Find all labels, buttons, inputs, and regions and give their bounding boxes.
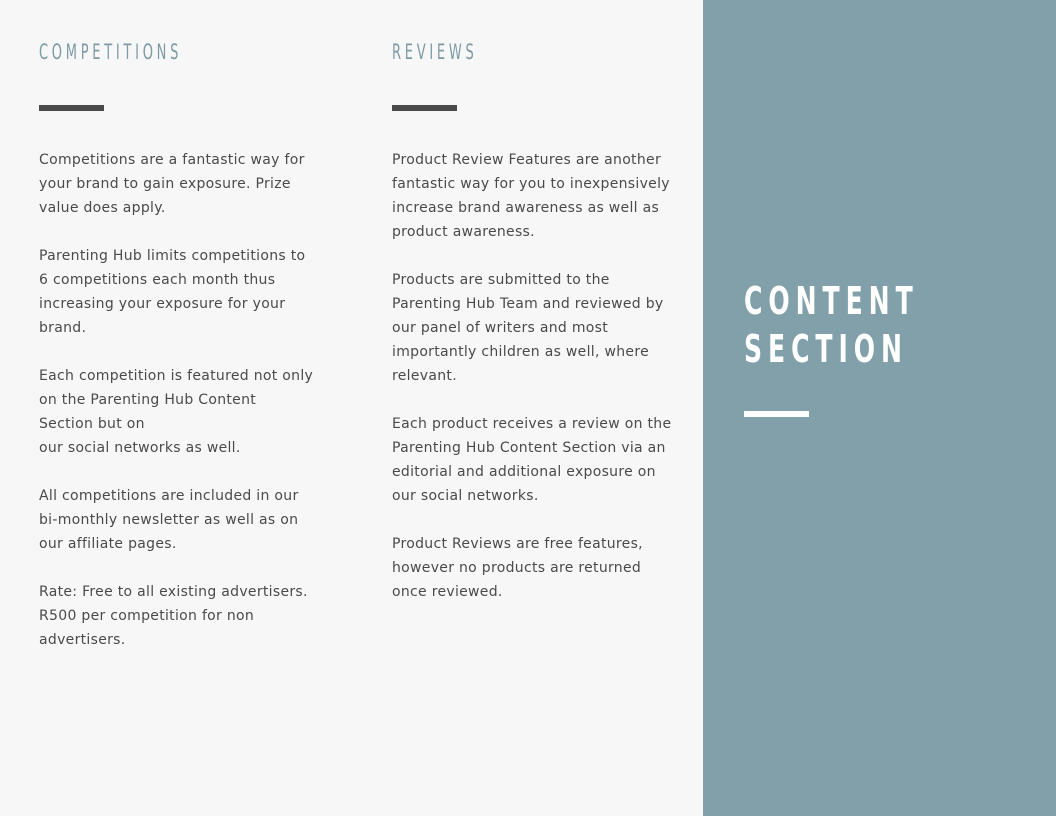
content-section-divider: [744, 411, 809, 417]
competitions-paragraph-2: Parenting Hub limits competitions to 6 competitions each month thus increasing your exposure for your brand.: [39, 248, 306, 336]
competitions-heading: COMPETITIONS: [39, 40, 183, 64]
reviews-body: [392, 148, 682, 628]
competitions-body: [39, 148, 329, 676]
competitions-paragraph-5: Rate: Free to all existing advertisers. R500 per competition for non advertisers.: [39, 584, 308, 648]
reviews-paragraph-4: Product Reviews are free features, however no products are returned once reviewed.: [392, 536, 643, 600]
reviews-column: [392, 38, 682, 600]
reviews-paragraph-2: Products are submitted to the Parenting Hub Team and reviewed by our panel of writers and most importantly children as well, where relevant.: [392, 272, 664, 384]
competitions-paragraph-4: All competitions are included in our bi-monthly newsletter as well as on our affiliate pages.: [39, 488, 299, 552]
content-section-title: [744, 277, 919, 373]
competitions-column: [39, 38, 329, 648]
reviews-paragraph-1: Product Review Features are another fantastic way for you to inexpensively increase brand awareness as well as product awareness.: [392, 152, 670, 240]
content-section-title-line1: CONTENT: [744, 279, 919, 323]
competitions-paragraph-1: Competitions are a fantastic way for your brand to gain exposure. Prize value does apply.: [39, 152, 305, 216]
competitions-divider: [39, 105, 104, 111]
reviews-divider: [392, 105, 457, 111]
competitions-paragraph-3: Each competition is featured not only on the Parenting Hub Content Section but on our social networks as well.: [39, 368, 314, 456]
reviews-paragraph-3: Each product receives a review on the Parenting Hub Content Section via an editorial and additional exposure on our social networks.: [392, 416, 672, 504]
reviews-heading: REVIEWS: [392, 40, 478, 64]
content-section-title-line2: SECTION: [744, 327, 908, 371]
content-section-panel: [703, 0, 1056, 816]
